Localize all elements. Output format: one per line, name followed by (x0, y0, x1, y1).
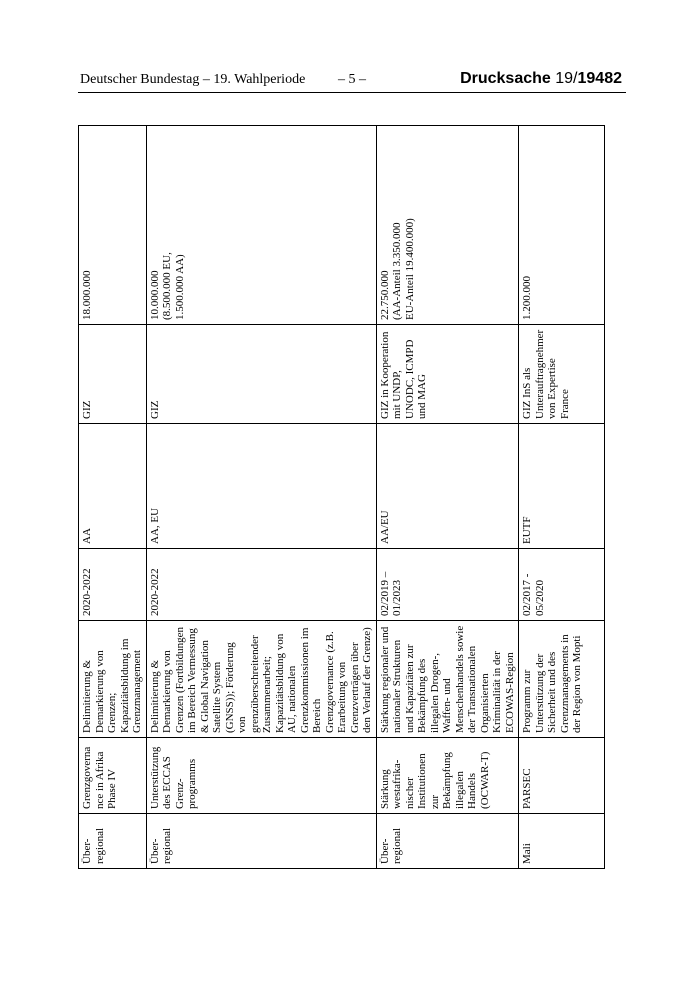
document-number-prefix: 19/ (555, 70, 578, 87)
cell-funder: AA, EU (146, 424, 376, 549)
cell-region: Über- regional (79, 814, 147, 869)
cell-amount: 22.750.000 (AA-Anteil 3.350.000 EU-Anteil 19.400.000) (376, 126, 519, 325)
cell-amount: 1.200.000 (519, 126, 605, 325)
cell-implementer: GIZ InS als Unterauftragnehmer von Expertise France (519, 325, 605, 424)
cell-funder: AA/EU (376, 424, 519, 549)
cell-region: Über- regional (146, 814, 376, 869)
cell-period: 2020-2022 (79, 549, 147, 621)
cell-amount: 10.000.000 (8.500.000 EU, 1.500.000 AA) (146, 126, 376, 325)
cell-description: Stärkung regionaler und nationaler Strukturen und Kapazitäten zur Bekämpfung des illegalen Drogen-, Waffen- und Menschenhandels sowie der Transnationalen Organisierten Kriminalität in der ECOWAS-Region (376, 621, 519, 738)
document-number-main: 19482 (577, 70, 622, 87)
cell-description: Programm zur Unterstützung der Sicherheit und des Grenzmanagements in der Region von Mopti (519, 621, 605, 738)
cell-implementer: GIZ (79, 325, 147, 424)
cell-region: Über- regional (376, 814, 519, 869)
publication-title: Deutscher Bundestag – 19. Wahlperiode (80, 72, 306, 87)
table-row (146, 126, 376, 869)
table-row (519, 126, 605, 869)
rotated-table-area (78, 126, 583, 869)
cell-region: Mali (519, 814, 605, 869)
table-row (79, 126, 147, 869)
table-row (376, 126, 519, 869)
table-rotation (78, 126, 583, 869)
document-label: Drucksache (460, 70, 556, 87)
page-header (0, 72, 700, 94)
cell-funder: AA (79, 424, 147, 549)
cell-project: Stärkung westafrika-nischer Institutionen zur Bekämpfung illegalen Handels (OCWAR-T) (376, 738, 519, 814)
cell-description: Delimitierung & Demarkierung von Grenzen; Kapazitätsbildung im Grenzmanagement (79, 621, 147, 738)
cell-project: Grenzgovernance in Afrika Phase IV (79, 738, 147, 814)
cell-project: PARSEC (519, 738, 605, 814)
cell-implementer: GIZ in Kooperation mit UNDP, UNODC, ICMPD und MAG (376, 325, 519, 424)
cell-period: 02/2017 - 05/2020 (519, 549, 605, 621)
header-rule (78, 92, 626, 93)
cell-project: Unterstützung des ECCAS Grenz-programms (146, 738, 376, 814)
page-number: – 5 – (338, 72, 366, 87)
cell-description: Delimitierung & Demarkierung von Grenzen (Fortbildungen im Bereich Vermessung & Global Navigation Satellite System (GNSS)); Förderung von grenzüberschreitender Zusammenarbeit; Kapazitätsbildung von AU, nationalen Grenzkommissionen im Bereich Grenzgovernance (z.B. Erarbeitung von Grenzverträgen über den Verlauf der Grenze) (146, 621, 376, 738)
document-number (460, 70, 622, 88)
project-table (78, 125, 605, 869)
cell-period: 02/2019 – 01/2023 (376, 549, 519, 621)
cell-funder: EUTF (519, 424, 605, 549)
cell-period: 2020-2022 (146, 549, 376, 621)
cell-amount: 18.000.000 (79, 126, 147, 325)
cell-implementer: GIZ (146, 325, 376, 424)
